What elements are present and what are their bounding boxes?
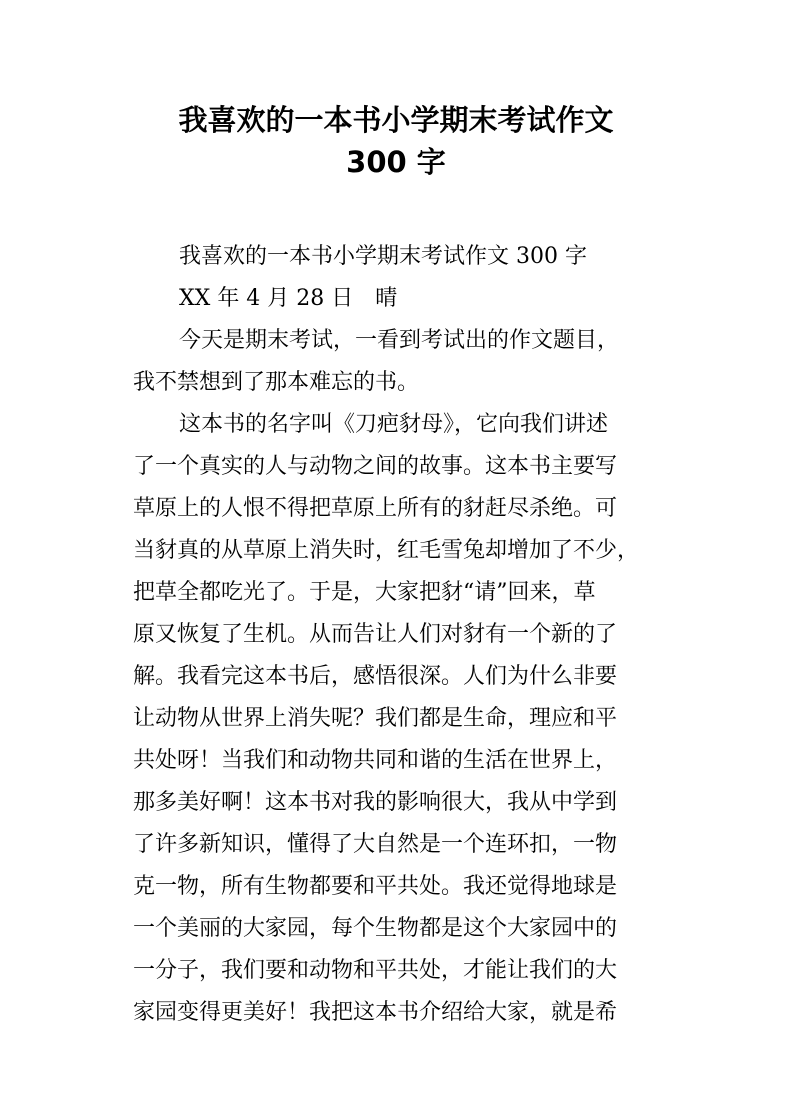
body-line: 家园变得更美好！我把这本书介绍给大家，就是希 (133, 1000, 618, 1025)
body-line: 草原上的人恨不得把草原上所有的豺赶尽杀绝。可 (133, 496, 618, 521)
body-line: 了许多新知识，懂得了大自然是一个连环扣，一物 (133, 832, 618, 857)
body-line: 原又恢复了生机。从而告让人们对豺有一个新的了 (133, 622, 618, 647)
body-line: 共处呀！当我们和动物共同和谐的生活在世界上， (133, 748, 618, 773)
body-line-date: XX 年 4 月 28 日 晴 (179, 286, 398, 311)
body-line: 让动物从世界上消失呢？我们都是生命，理应和平 (133, 706, 618, 731)
body-line: 克一物，所有生物都要和平共处。我还觉得地球是 (133, 874, 618, 899)
body-line: 一个美丽的大家园，每个生物都是这个大家园中的 (133, 916, 618, 941)
body-line: 今天是期末考试，一看到考试出的作文题目， (179, 328, 620, 353)
document-title-line-1: 我喜欢的一本书小学期末考试作文 (178, 103, 614, 137)
body-line: 这本书的名字叫《刀疤豺母》，它向我们讲述 (179, 412, 609, 437)
body-line: 解。我看完这本书后，感悟很深。人们为什么非要 (133, 664, 618, 689)
body-line: 那多美好啊！这本书对我的影响很大，我从中学到 (133, 790, 618, 815)
body-line: 当豺真的从草原上消失时，红毛雪兔却增加了不少， (133, 538, 640, 563)
body-line: 我不禁想到了那本难忘的书。 (133, 370, 420, 395)
body-line: 一分子，我们要和动物和平共处，才能让我们的大 (133, 958, 618, 983)
body-line: 了一个真实的人与动物之间的故事。这本书主要写 (133, 454, 618, 479)
document-title-line-2: 300 字 (346, 145, 446, 179)
body-line-subtitle: 我喜欢的一本书小学期末考试作文 300 字 (179, 244, 587, 269)
body-line: 把草全都吃光了。于是，大家把豺“请”回来，草 (133, 580, 596, 605)
